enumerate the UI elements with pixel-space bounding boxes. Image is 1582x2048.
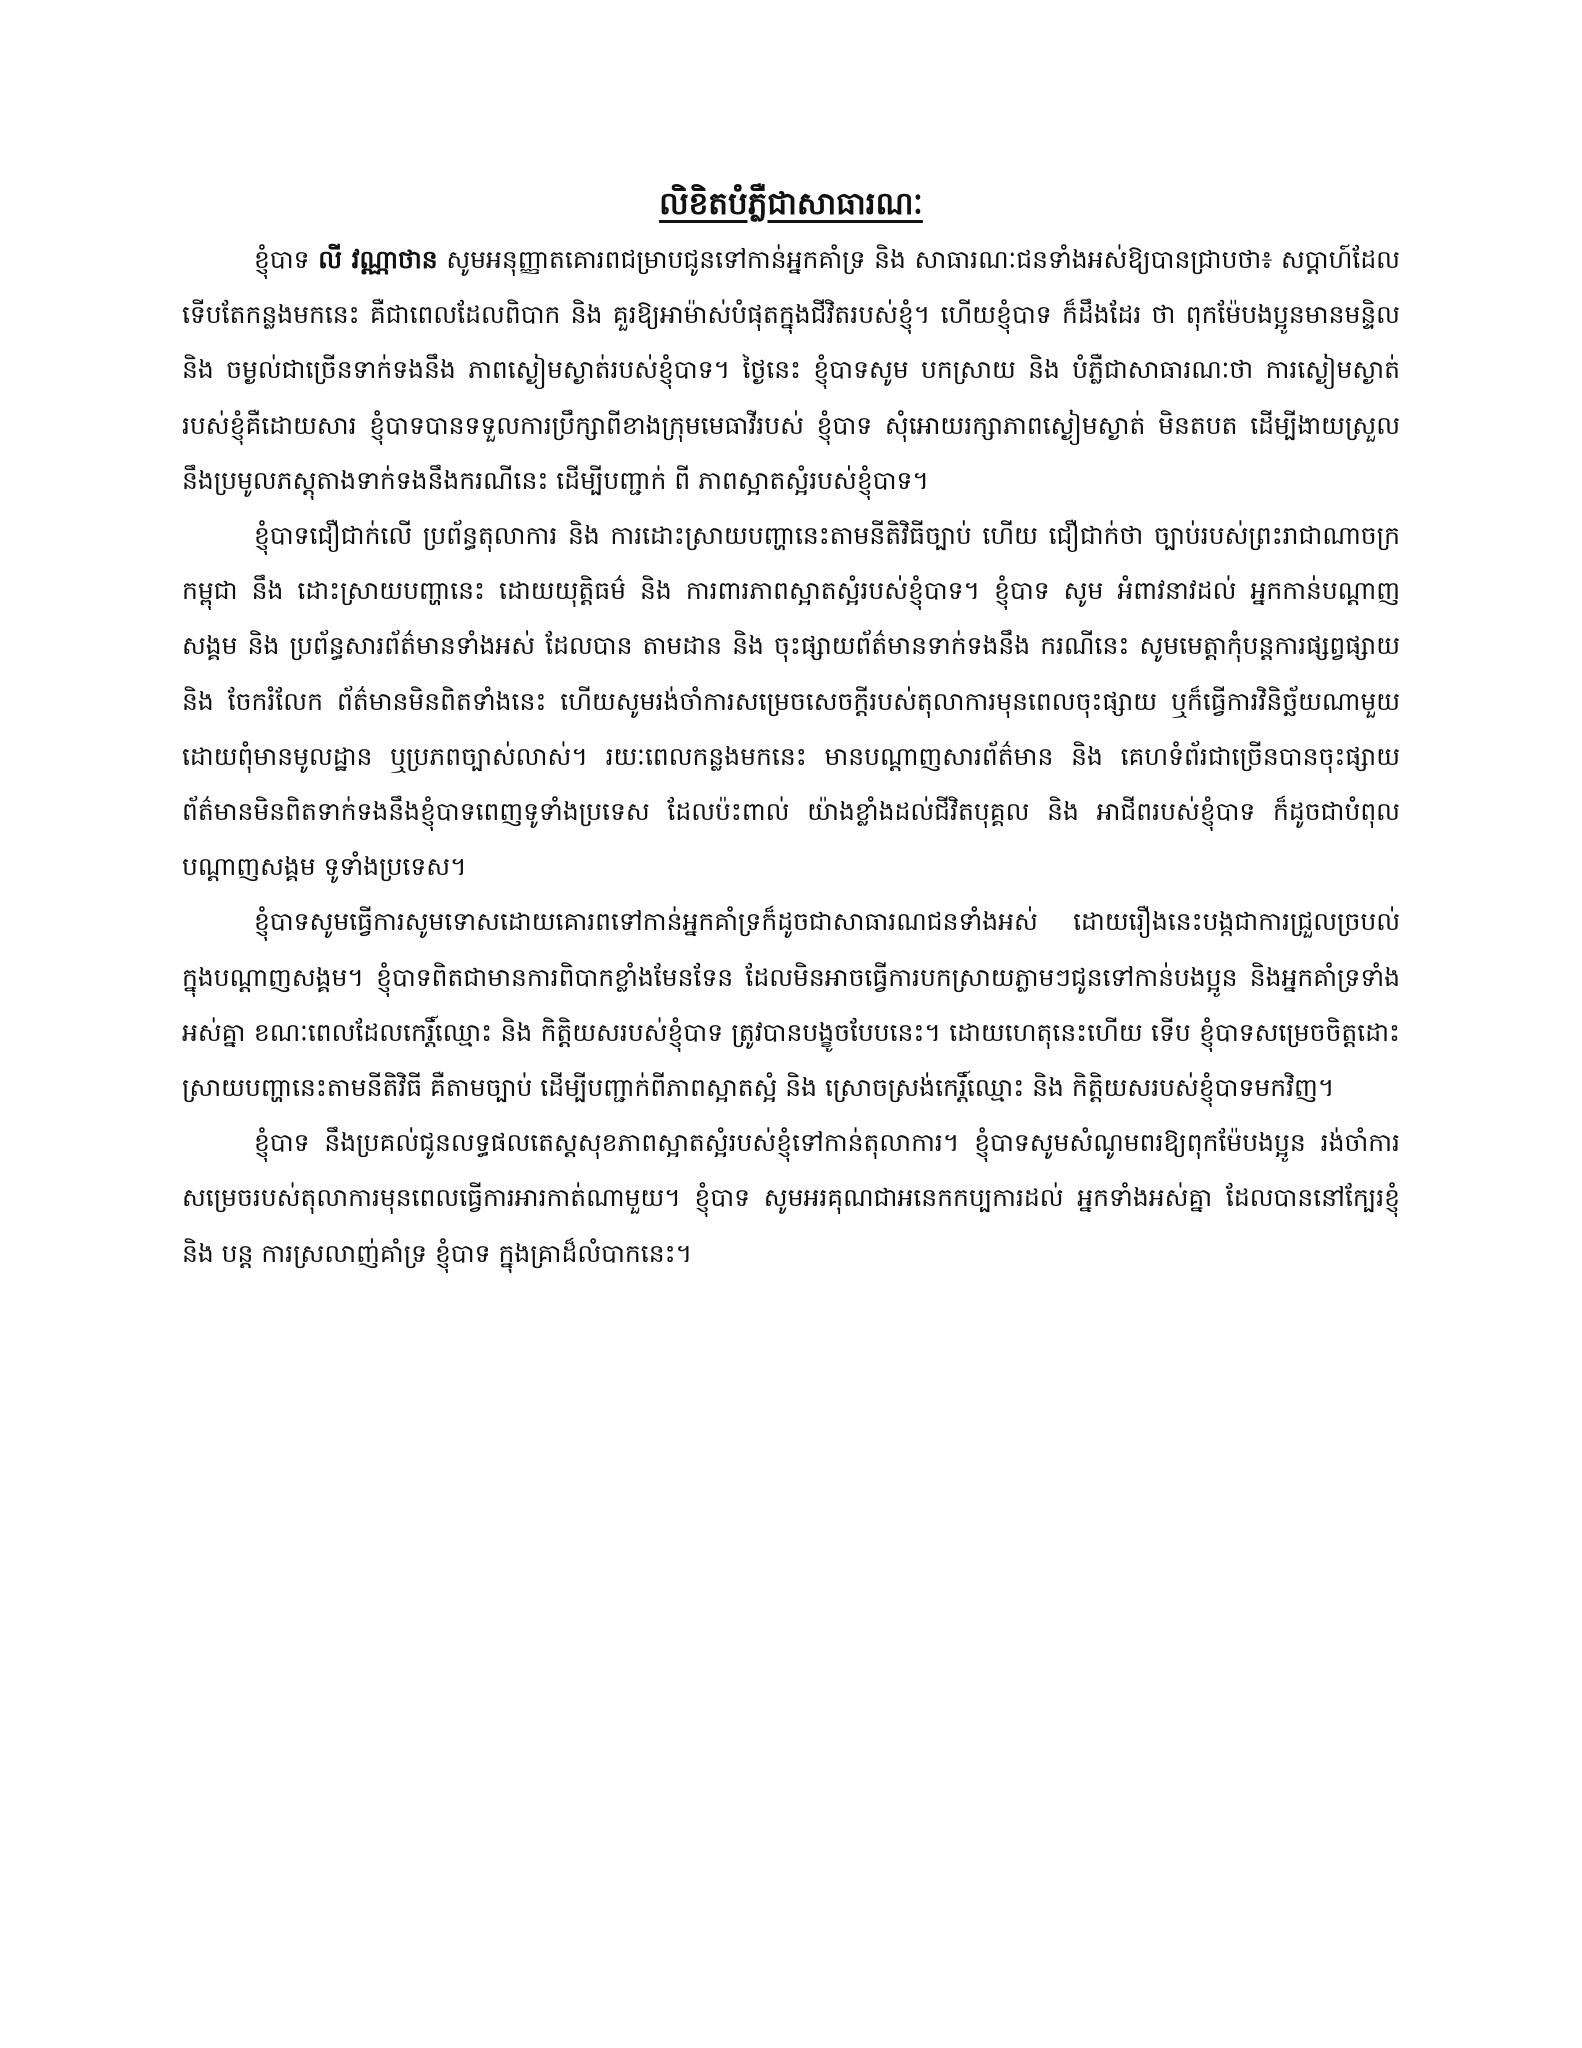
paragraph-3 [182,894,1400,1115]
author-name: លី វណ្ណាថាន [318,245,438,274]
paragraph-text: ខ្ញុំបាទ នឹងប្រគល់ជូនលទ្ធផលតេស្តសុខភាពស្អាតស្អំរបស់ខ្ញុំទៅកាន់តុលាការ។ ខ្ញុំបាទសូមសំណូមពរឱ្យពុកម៉ែបងប្អូន រង់ចាំការសម្រេចរបស់តុលាការមុនពេលធ្វើការអារកាត់ណាមួយ។ ខ្ញុំបាទ សូមអរគុណជាអនេកកប្បការដល់ អ្នកទាំងអស់គ្នា ដែលបាននៅក្បែរខ្ញុំ និង បន្ត ការស្រលាញ់គាំទ្រ ខ្ញុំបាទ ក្នុងគ្រាដ៏លំបាកនេះ។ [182,1128,1400,1268]
paragraph-2 [182,508,1400,894]
document-body [182,232,1400,1281]
document-title: លិខិតបំភ្លឺជាសាធារណៈ [659,186,923,222]
paragraph-1 [182,232,1400,508]
paragraph-text: សូមអនុញ្ញាតគោរពជម្រាបជូនទៅកាន់អ្នកគាំទ្រ និង សាធារណៈជនទាំងអស់ឱ្យបានជ្រាបថា៖ សប្តាហ៍ដែលទើបតែកន្លងមកនេះ គឺជាពេលដែលពិបាក និង គួរឱ្យអាម៉ាស់បំផុតក្នុងជីវិតរបស់ខ្ញុំ។ ហើយខ្ញុំបាទ ក៏ដឹងដែរ ថា ពុកម៉ែបងប្អូនមានមន្ទិល និង ចម្ងល់ជាច្រើនទាក់ទងនឹង ភាពស្ងៀមស្ងាត់របស់ខ្ញុំបាទ។ ថ្ងៃនេះ ខ្ញុំបាទសូម បកស្រាយ និង បំភ្លឺជាសាធារណៈថា ការស្ងៀមស្ងាត់របស់ខ្ញុំគឺដោយសារ ខ្ញុំបាទបានទទួលការប្រឹក្សាពីខាងក្រុមមេធាវីរបស់ ខ្ញុំបាទ សុំអោយរក្សាភាពស្ងៀមស្ងាត់ មិនតបត ដើម្បីងាយស្រួលនឹងប្រមូលភស្តុតាងទាក់ទងនឹងករណីនេះ ដើម្បីបញ្ជាក់ ពី ភាពស្អាតស្អំរបស់ខ្ញុំបាទ។ [182,245,1400,495]
paragraph-lead: ខ្ញុំបាទ [254,245,310,274]
paragraph-text: ខ្ញុំបាទសូមធ្វើការសូមទោសដោយគោរពទៅកាន់អ្នកគាំទ្រក៏ដូចជាសាធារណជនទាំងអស់ ដោយរឿងនេះបង្កជាការជ្រួលច្របល់ ក្នុងបណ្តាញសង្គម។ ខ្ញុំបាទពិតជាមានការពិបាកខ្លាំងមែនទែន ដែលមិនអាចធ្វើការបកស្រាយភ្លាមៗជូនទៅកាន់បងប្អូន និងអ្នកគាំទ្រទាំងអស់គ្នា ខណៈពេលដែលកេរ្តិ៍ឈ្មោះ និង កិត្តិយសរបស់ខ្ញុំបាទ ត្រូវបានបង្ខូចបែបនេះ។ ដោយហេតុនេះហើយ ទើប ខ្ញុំបាទសម្រេចចិត្តដោះស្រាយបញ្ហានេះតាមនីតិវិធី គឺតាមច្បាប់ ដើម្បីបញ្ជាក់ពីភាពស្អាតស្អំ និង ស្រោចស្រង់កេរ្តិ៍ឈ្មោះ និង កិត្តិយសរបស់ខ្ញុំបាទមកវិញ។ [182,907,1400,1103]
paragraph-4 [182,1115,1400,1281]
paragraph-text: ខ្ញុំបាទជឿជាក់លើ ប្រព័ន្ធតុលាការ និង ការដោះស្រាយបញ្ហានេះតាមនីតិវិធីច្បាប់ ហើយ ជឿជាក់ថា ច្បាប់របស់ព្រះរាជាណាចក្រកម្ពុជា នឹង ដោះស្រាយបញ្ហានេះ ដោយយុត្តិធម៌ និង ការពារភាពស្អាតស្អំរបស់ខ្ញុំបាទ។ ខ្ញុំបាទ សូម អំពាវនាវដល់ អ្នកកាន់បណ្តាញសង្គម និង ប្រព័ន្ធសារព័ត៌មានទាំងអស់ ដែលបាន តាមដាន និង ចុះផ្សាយព័ត៌មានទាក់ទងនឹង ករណីនេះ សូមមេត្តាកុំបន្តការផ្សព្វផ្សាយ និង ចែករំលែក ព័ត៌មានមិនពិតទាំងនេះ ហើយសូមរង់ចាំការសម្រេចសេចក្តីរបស់តុលាការមុនពេលចុះផ្សាយ ឬក៏ធ្វើការវិនិច្ឆ័យណាមួយដោយពុំមានមូលដ្ឋាន ឬប្រភពច្បាស់លាស់។ រយៈពេលកន្លងមកនេះ មានបណ្តាញសារព័ត៌មាន និង គេហទំព័រជាច្រើនបានចុះផ្សាយព័ត៌មានមិនពិតទាក់ទងនឹងខ្ញុំបាទពេញទូទាំងប្រទេស ដែលប៉ះពាល់ យ៉ាងខ្លាំងដល់ជីវិតបុគ្គល និង អាជីពរបស់ខ្ញុំបាទ ក៏ដូចជាបំពុលបណ្តាញសង្គម ទូទាំងប្រទេស។ [182,521,1400,882]
